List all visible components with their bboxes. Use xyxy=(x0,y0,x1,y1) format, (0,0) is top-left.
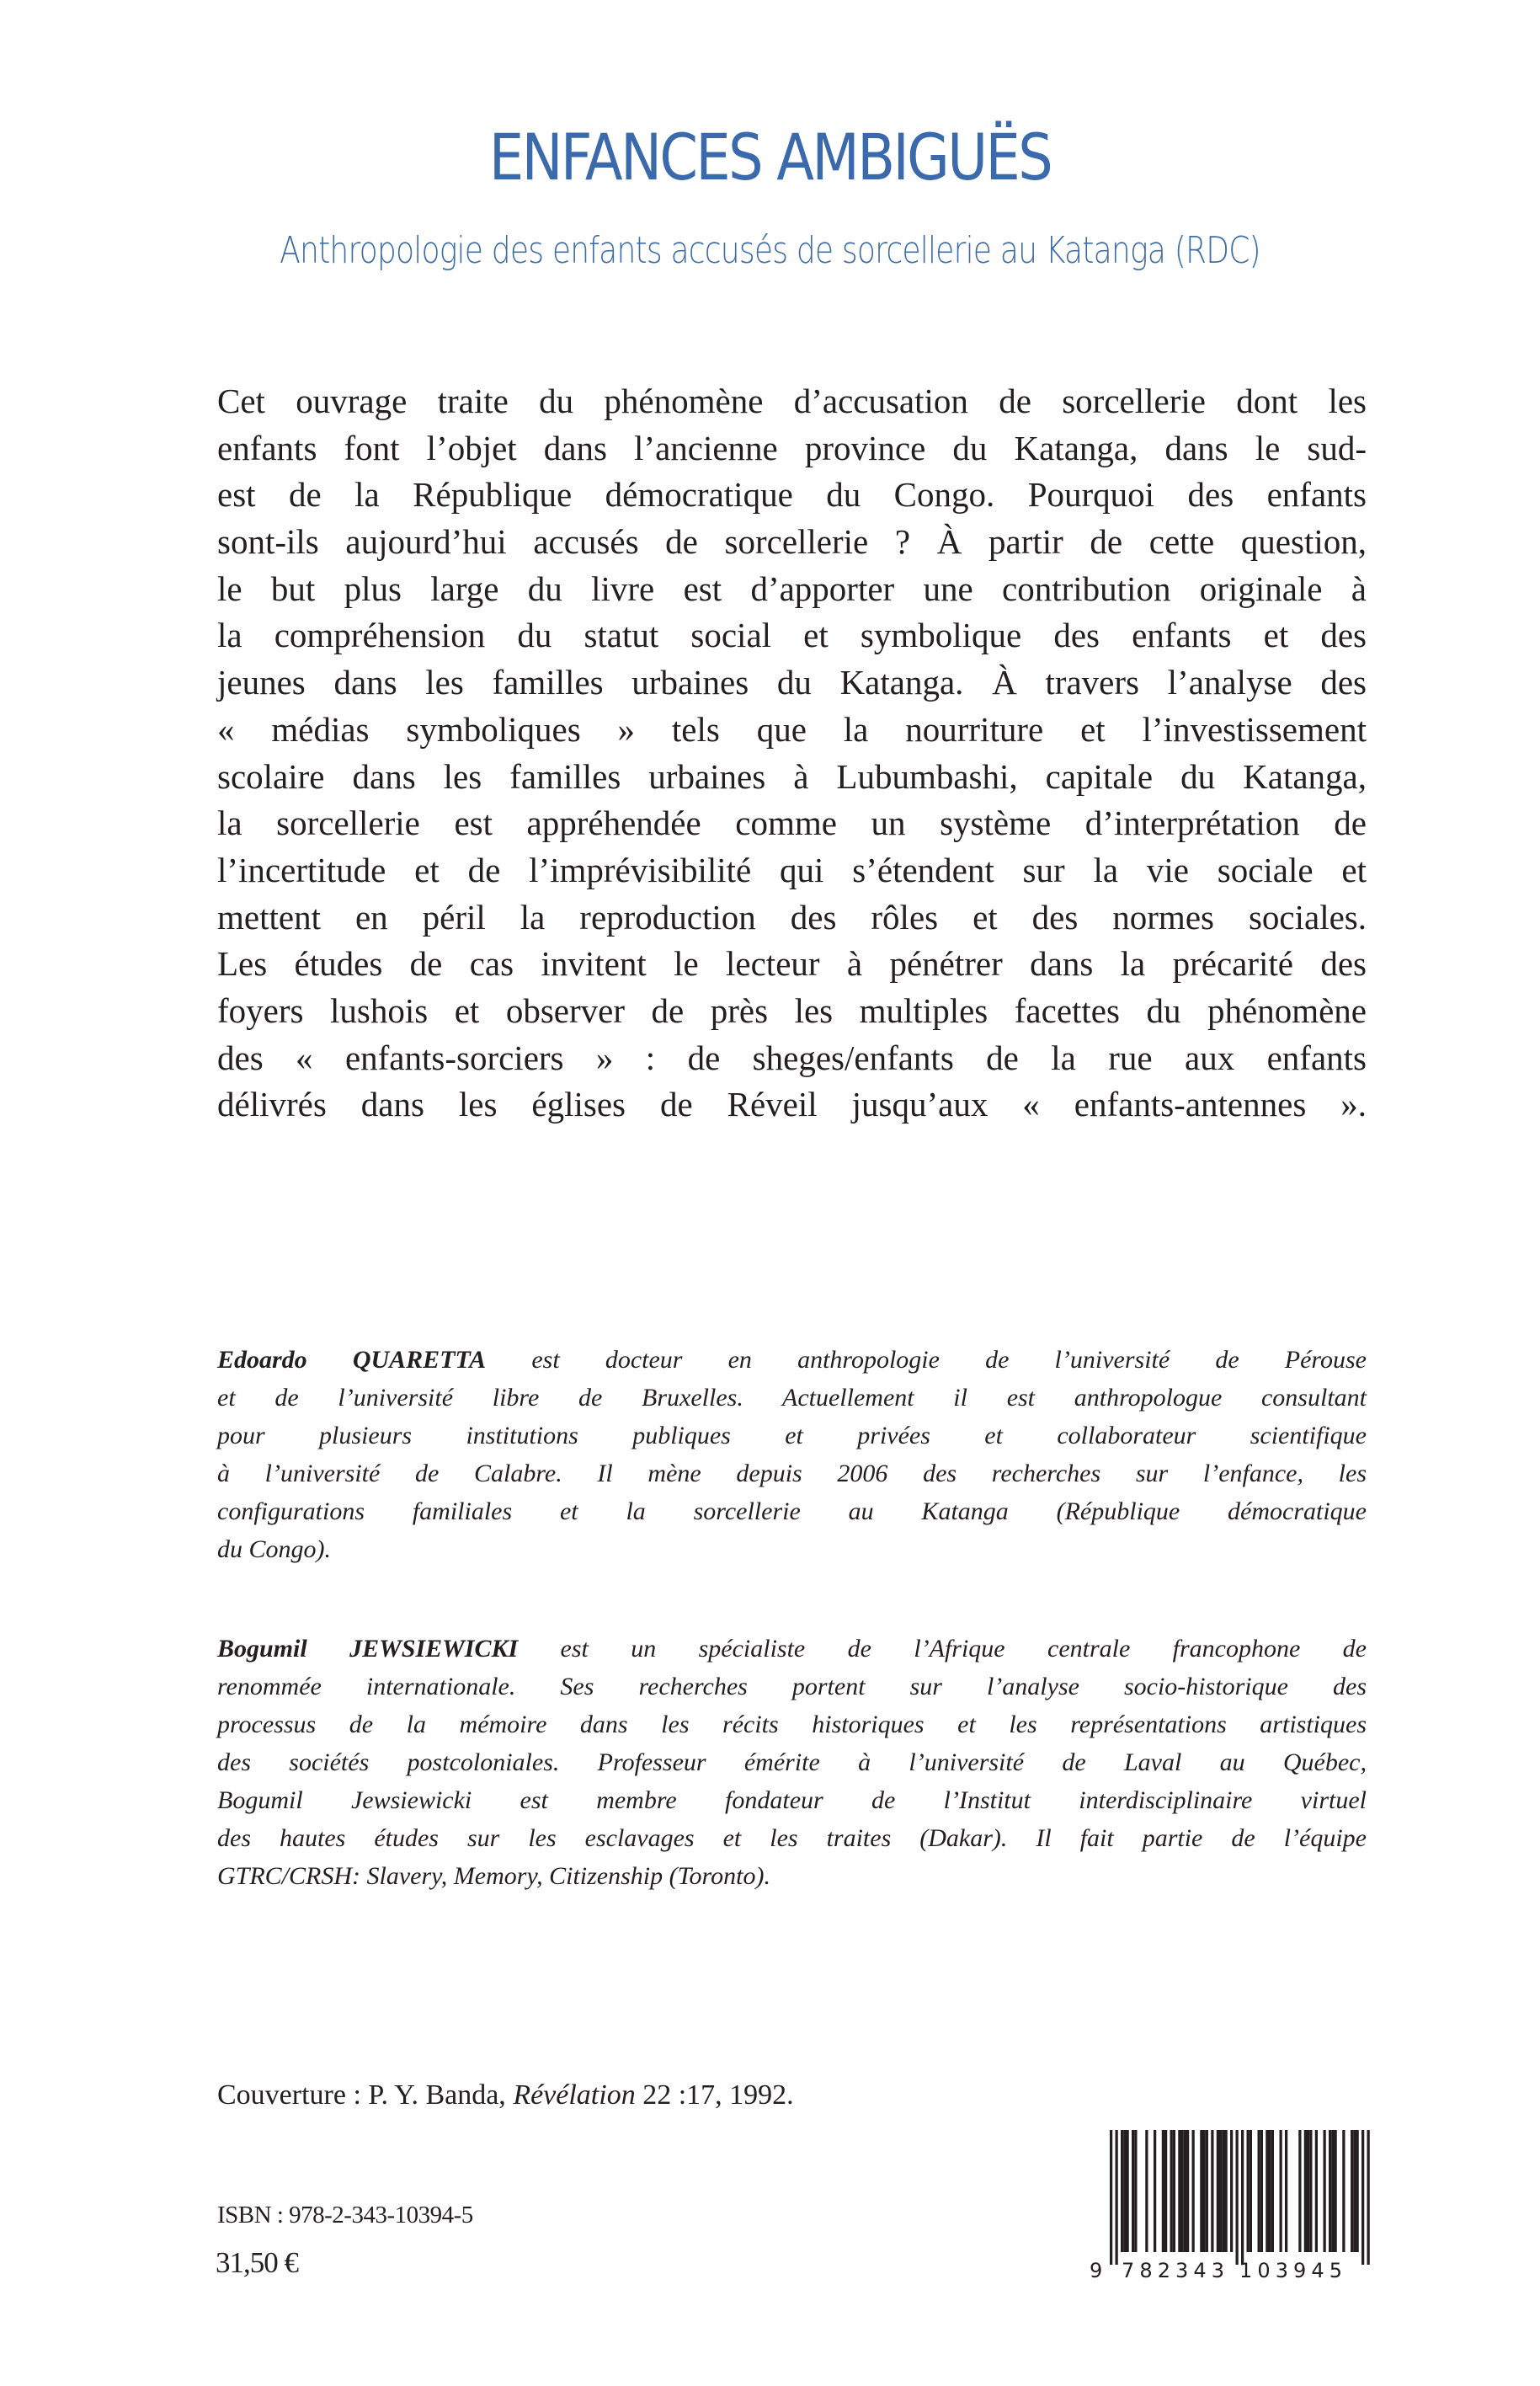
bio-line: configurations familiales et la sorcellerie au Katanga (République démocratique xyxy=(217,1497,1367,1525)
barcode-digit-first: 9 xyxy=(1090,2259,1103,2282)
bio-text: est un spécialiste de l’Afrique centrale francophone de xyxy=(518,1635,1367,1663)
price: 31,50 € xyxy=(216,2246,298,2279)
summary-line: l’incertitude et de l’imprévisibilité qui s’étendent sur la vie sociale et xyxy=(217,850,1367,889)
bio-line: à l’université de Calabre. Il mène depuis 2006 des recherches sur l’enfance, les xyxy=(217,1460,1367,1487)
summary-line: Cet ouvrage traite du phénomène d’accusation de sorcellerie dont les xyxy=(217,382,1367,420)
barcode-digits-left: 782343 xyxy=(1122,2259,1224,2282)
bio-line: des sociétés postcoloniales. Professeur émérite à l’université de Laval au Québec, xyxy=(217,1748,1367,1776)
summary-line: le but plus large du livre est d’apporter une contribution originale à xyxy=(217,568,1367,608)
credit-prefix: Couverture : P. Y. Banda, xyxy=(217,2079,514,2111)
book-summary xyxy=(217,378,1367,1129)
barcode-digits-right: 103945 xyxy=(1239,2259,1342,2282)
summary-line: foyers lushois et observer de près les multiples facettes du phénomène xyxy=(217,990,1367,1030)
author-bio-jewsiewicki xyxy=(217,1630,1367,1895)
summary-line: est de la République démocratique du Congo. Pourquoi des enfants xyxy=(217,475,1367,515)
bio-line: renommée internationale. Ses recherches portent sur l’analyse socio-historique des xyxy=(217,1673,1367,1700)
barcode-icon xyxy=(1086,2122,1377,2291)
author-name: Edoardo QUARETTA xyxy=(217,1346,487,1374)
summary-line: mettent en péril la reproduction des rôles et des normes sociales. xyxy=(217,897,1367,937)
bio-line: Bogumil Jewsiewicki est membre fondateur de l’Institut interdisciplinaire virtuel xyxy=(217,1786,1367,1814)
summary-line: sont-ils aujourd’hui accusés de sorcellerie ? À partir de cette question, xyxy=(217,522,1367,562)
bio-line xyxy=(217,1630,1367,1668)
isbn: ISBN : 978-2-343-10394-5 xyxy=(217,2202,473,2229)
cover-art-credit xyxy=(217,2077,794,2114)
credit-suffix: 22 :17, 1992. xyxy=(635,2079,794,2111)
bio-line xyxy=(217,1341,1367,1379)
summary-line: jeunes dans les familles urbaines du Katanga. À travers l’analyse des xyxy=(217,663,1367,702)
bio-line: du Congo). xyxy=(217,1535,331,1563)
summary-line: délivrés dans les églises de Réveil jusqu’aux « enfants-antennes ». xyxy=(217,1085,1367,1124)
summary-line: des « enfants-sorciers » : de sheges/enfants de la rue aux enfants xyxy=(217,1038,1367,1077)
bio-line: pour plusieurs institutions publiques et privées et collaborateur scientifique xyxy=(217,1422,1367,1449)
book-subtitle: Anthropologie des enfants accusés de sorcellerie au Katanga (RDC) xyxy=(280,229,1260,272)
author-name: Bogumil JEWSIEWICKI xyxy=(217,1635,519,1663)
summary-line: « médias symboliques » tels que la nourriture et l’investissement xyxy=(217,709,1367,749)
book-title: ENFANCES AMBIGUËS xyxy=(488,120,1052,195)
bio-line: et de l’université libre de Bruxelles. Actuellement il est anthropologue consultant xyxy=(217,1384,1367,1412)
bio-text: est docteur en anthropologie de l’université de Pérouse xyxy=(486,1346,1367,1374)
bio-line: GTRC/CRSH: Slavery, Memory, Citizenship (Toronto). xyxy=(217,1862,770,1890)
summary-line: enfants font l’objet dans l’ancienne province du Katanga, dans le sud- xyxy=(217,428,1367,467)
artwork-title: Révélation xyxy=(513,2079,636,2111)
bio-line: des hautes études sur les esclavages et les traites (Dakar). Il fait partie de l’équipe xyxy=(217,1824,1367,1852)
summary-line: la sorcellerie est appréhendée comme un système d’interprétation de xyxy=(217,803,1367,843)
author-bio-quaretta xyxy=(217,1341,1367,1568)
summary-line: scolaire dans les familles urbaines à Lubumbashi, capitale du Katanga, xyxy=(217,756,1367,796)
summary-line: Les études de cas invitent le lecteur à pénétrer dans la précarité des xyxy=(217,944,1367,984)
summary-line: la compréhension du statut social et symbolique des enfants et des xyxy=(217,616,1367,655)
bio-line: processus de la mémoire dans les récits historiques et les représentations artistiques xyxy=(217,1711,1367,1738)
ean-barcode xyxy=(1086,2122,1377,2291)
